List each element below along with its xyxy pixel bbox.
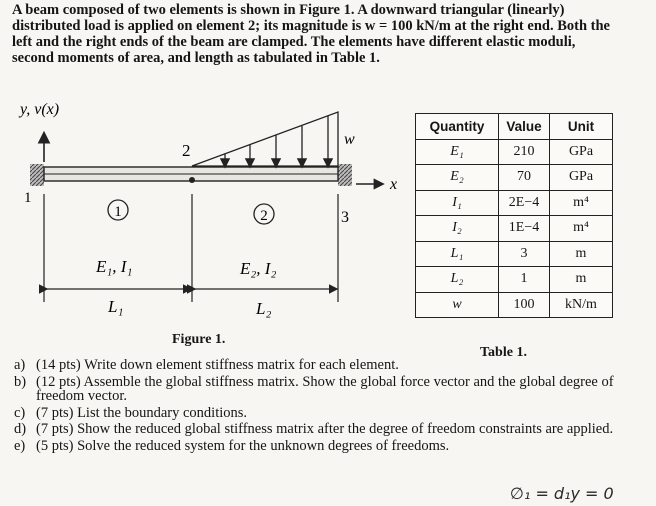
value-cell: 1 — [499, 267, 550, 293]
left-clamp-support — [30, 164, 44, 186]
table-header-row — [416, 114, 613, 140]
value-cell: 3 — [499, 241, 550, 267]
intro-line: distributed load is applied on element 2; its magnitude is w = 100 kN/m at the right end. Both the — [12, 18, 610, 34]
question-item — [14, 358, 646, 373]
table-row — [416, 190, 613, 216]
intro-line: second moments of area, and length as tabulated in Table 1. — [12, 50, 380, 66]
table-row — [416, 241, 613, 267]
length-label-2: L₂ — [256, 299, 272, 318]
triangular-load — [192, 112, 338, 166]
element-1-label: 1 — [114, 204, 122, 220]
element-2-label: 2 — [260, 208, 268, 224]
unit-cell: GPa — [550, 165, 613, 191]
unit-cell: kN/m — [550, 292, 613, 318]
load-label-w: w — [344, 131, 355, 148]
question-item — [14, 422, 646, 437]
question-item — [14, 439, 646, 454]
quantity-cell: L₂ — [416, 267, 499, 293]
element-2-properties: E₂, I₂ — [240, 259, 277, 278]
right-clamp-support — [338, 164, 352, 186]
quantity-cell: I₂ — [416, 216, 499, 242]
unit-cell: m — [550, 241, 613, 267]
table-caption: Table 1. — [480, 345, 527, 360]
question-text: (5 pts) Solve the reduced system for the unknown degrees of freedoms. — [36, 437, 450, 454]
question-list — [14, 358, 646, 455]
question-label: e) — [14, 437, 26, 454]
quantity-cell: E₂ — [416, 165, 499, 191]
header-quantity: Quantity — [416, 114, 499, 140]
node-label-2: 2 — [182, 141, 191, 160]
unit-cell: m⁴ — [550, 190, 613, 216]
intro-line: A beam composed of two elements is shown in Figure 1. A downward triangular (linearly) — [12, 2, 565, 18]
question-label: d) — [14, 421, 27, 437]
figure-caption: Figure 1. — [172, 332, 226, 347]
unit-cell: GPa — [550, 139, 613, 165]
value-cell: 2E−4 — [499, 190, 550, 216]
question-item — [14, 406, 646, 421]
value-cell: 1E−4 — [499, 216, 550, 242]
question-text: (7 pts) List the boundary conditions. — [36, 404, 248, 421]
handwritten-note: ∅₁ = d₁y = 0 — [510, 484, 614, 503]
beam-figure — [0, 90, 410, 330]
quantity-cell: I₁ — [416, 190, 499, 216]
value-cell: 70 — [499, 165, 550, 191]
problem-statement — [12, 2, 644, 66]
question-label: c) — [14, 404, 26, 421]
table-row — [416, 216, 613, 242]
table-row — [416, 292, 613, 318]
question-text: (12 pts) Assemble the global stiffness matrix. Show the global force vector and the global degree of freedom vector. — [36, 373, 614, 404]
header-value: Value — [499, 114, 550, 140]
question-label: b) — [14, 373, 27, 390]
load-arrows — [225, 116, 328, 166]
quantity-cell: w — [416, 292, 499, 318]
header-unit: Unit — [550, 114, 613, 140]
unit-cell: m — [550, 267, 613, 293]
question-item — [14, 375, 646, 404]
axis-label-y: y, v(x) — [20, 101, 60, 118]
quantity-cell: E₁ — [416, 139, 499, 165]
value-cell: 100 — [499, 292, 550, 318]
properties-table — [415, 113, 613, 318]
table-row — [416, 165, 613, 191]
node-label-1: 1 — [24, 190, 32, 206]
element-1-properties: E₁, I₁ — [96, 257, 133, 276]
axis-label-x: x — [390, 176, 398, 193]
intro-line: left and the right ends of the beam are clamped. The elements have different elastic moduli, — [12, 34, 576, 50]
question-text: (7 pts) Show the reduced global stiffness matrix after the degree of freedom constraints are applied. — [36, 421, 614, 437]
node-2-marker — [189, 177, 195, 183]
quantity-cell: L₁ — [416, 241, 499, 267]
table-row — [416, 267, 613, 293]
node-label-3: 3 — [341, 209, 349, 226]
length-label-1: L₁ — [108, 297, 124, 316]
table-row — [416, 139, 613, 165]
value-cell: 210 — [499, 139, 550, 165]
question-text: (14 pts) Write down element stiffness matrix for each element. — [36, 357, 399, 373]
question-label: a) — [14, 357, 26, 373]
unit-cell: m⁴ — [550, 216, 613, 242]
